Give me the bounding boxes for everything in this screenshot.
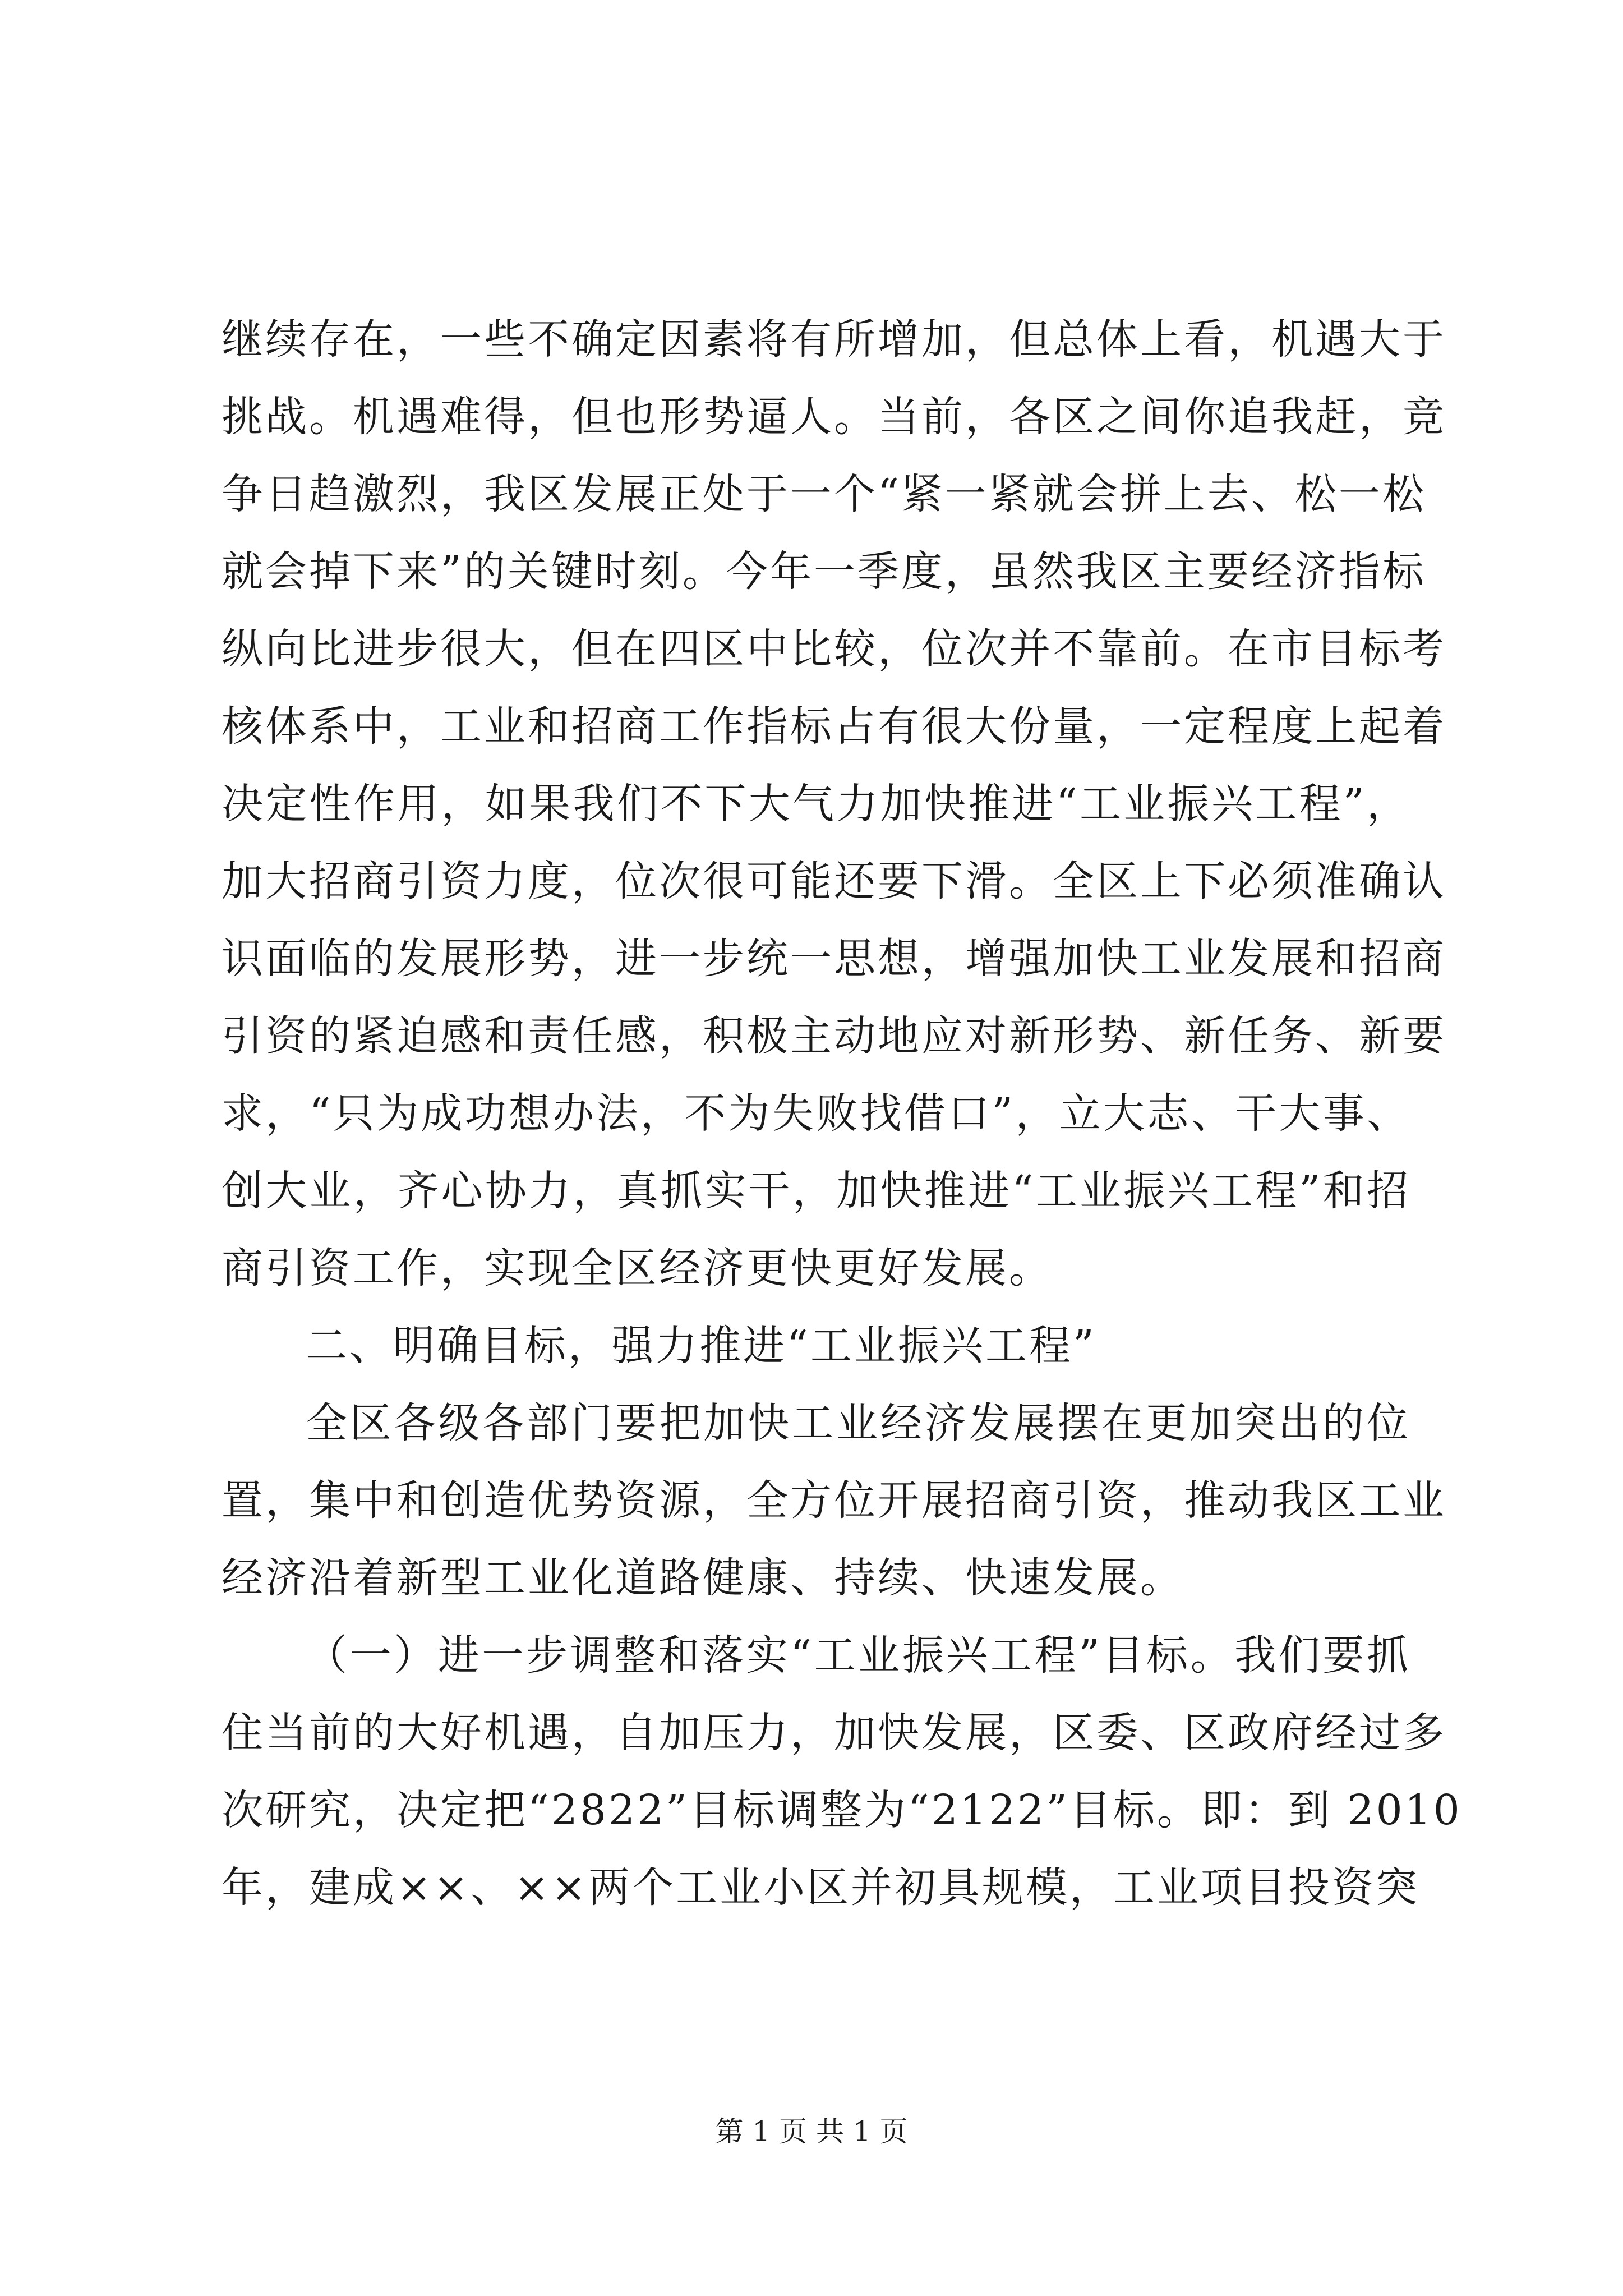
text-line: 识面临的发展形势，进一步统一思想，增强加快工业发展和招商 xyxy=(222,935,1446,983)
text-line: 经济沿着新型工业化道路健康、持续、快速发展。 xyxy=(222,1554,1184,1602)
text-line: 争日趋激烈，我区发展正处于一个“紧一紧就会拼上去、松一松 xyxy=(222,470,1426,518)
text-line: 求，“只为成功想办法，不为失败找借口”，立大志、干大事、 xyxy=(222,1089,1410,1138)
text-line: 挑战。机遇难得，但也形势逼人。当前，各区之间你追我赶，竞 xyxy=(222,393,1446,441)
text-line: 创大业，齐心协力，真抓实干，加快推进“工业振兴工程”和招 xyxy=(222,1167,1410,1215)
text-line: 商引资工作，实现全区经济更快更好发展。 xyxy=(222,1244,1053,1292)
text-line: 继续存在，一些不确定因素将有所增加，但总体上看，机遇大于 xyxy=(222,315,1446,364)
section-heading: 二、明确目标，强力推进“工业振兴工程” xyxy=(306,1322,1096,1370)
text-line: 纵向比进步很大，但在四区中比较，位次并不靠前。在市目标考 xyxy=(222,625,1446,673)
text-line: 决定性作用，如果我们不下大气力加快推进“工业振兴工程”， xyxy=(222,780,1410,828)
text-line: 加大招商引资力度，位次很可能还要下滑。全区上下必须准确认 xyxy=(222,857,1446,905)
text-line: 住当前的大好机遇，自加压力，加快发展，区委、区政府经过多 xyxy=(222,1709,1446,1757)
page-footer: 第 1 页 共 1 页 xyxy=(715,2115,908,2148)
text-line: 置，集中和创造优势资源，全方位开展招商引资，推动我区工业 xyxy=(222,1476,1446,1525)
text-line: 就会掉下来”的关键时刻。今年一季度，虽然我区主要经济指标 xyxy=(222,547,1426,596)
text-line: 全区各级各部门要把加快工业经济发展摆在更加突出的位 xyxy=(306,1399,1410,1447)
text-line: 核体系中，工业和招商工作指标占有很大份量，一定程度上起着 xyxy=(222,702,1446,751)
text-line: 年，建成××、××两个工业小区并初具规模，工业项目投资突 xyxy=(222,1864,1420,1912)
subsection-heading-line: （一）进一步调整和落实“工业振兴工程”目标。我们要抓 xyxy=(306,1631,1410,1680)
text-line: 引资的紧迫感和责任感，积极主动地应对新形势、新任务、新要 xyxy=(222,1012,1446,1060)
text-line: 次研究，决定把“2822”目标调整为“2122”目标。即：到 2010 xyxy=(222,1786,1462,1834)
